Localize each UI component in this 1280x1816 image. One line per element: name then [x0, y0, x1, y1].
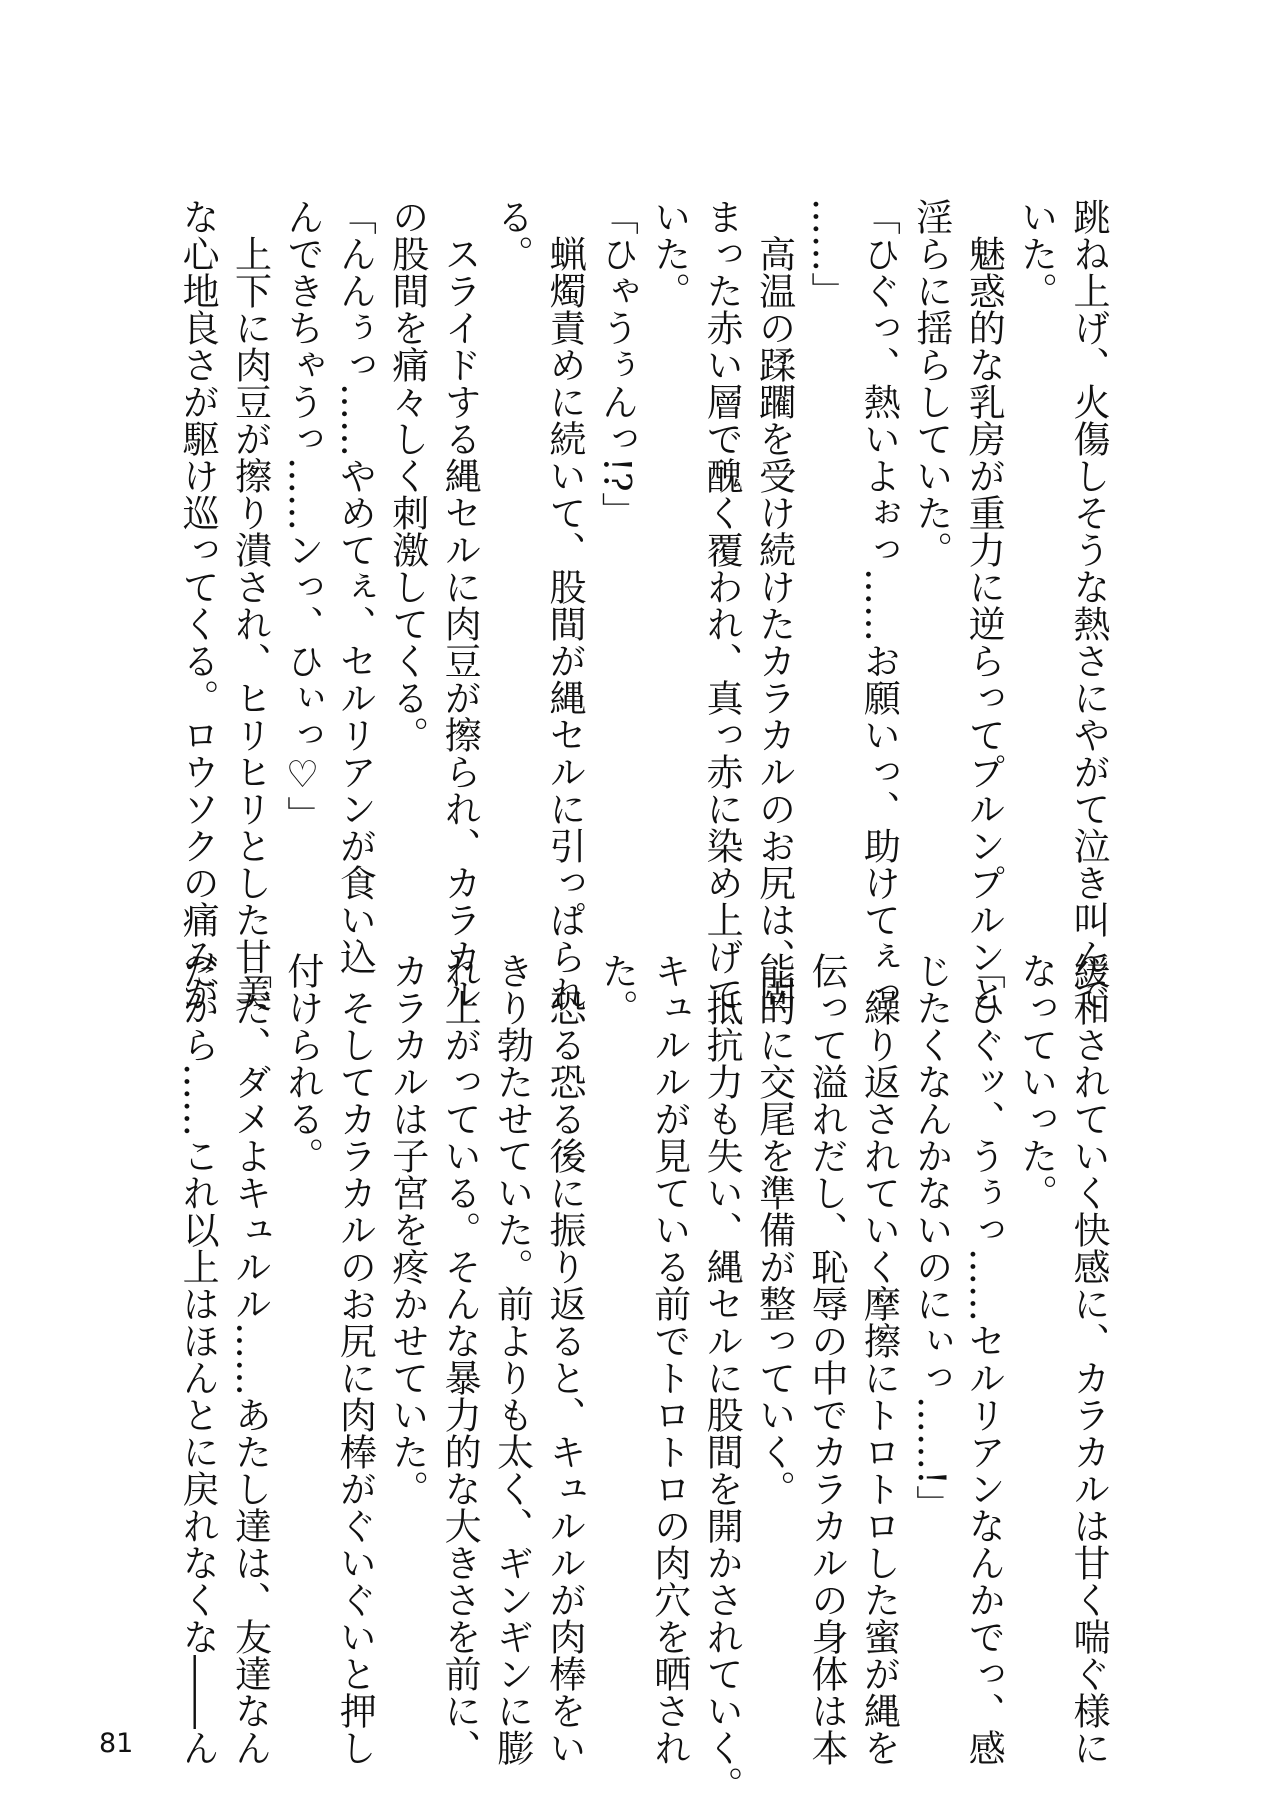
text-line: ……」 [804, 198, 848, 309]
text-line: の股間を痛々しく刺激してくる。 [385, 198, 429, 753]
text-line: 抵抗力も失い、縄セルに股間を開かされていく。 [700, 952, 744, 1803]
text-block-top-tier [171, 198, 1114, 1012]
text-line: カラカルは子宮を疼かせていた。 [385, 952, 429, 1507]
text-line: 付けられる。 [280, 952, 324, 1174]
text-line: 上下に肉豆が擦り潰され、ヒリヒリとした甘美 [228, 198, 272, 1012]
text-line: キュルルが見ている前でトロトロの肉穴を晒され [647, 952, 691, 1766]
text-line: 「ひぐッ、うぅっ……セルリアンなんかでっ、感 [962, 952, 1006, 1766]
text-line: 恐る恐る後に振り返ると、キュルルが肉棒をい [542, 952, 586, 1766]
text-line: な心地良さが駆け巡ってくる。ロウソクの痛みが [176, 198, 220, 1012]
text-line: 「ひぐっ、熱いよぉっ……お願いっ、助けてぇっ [857, 198, 901, 1012]
text-line: 緩和されていく快感に、カラカルは甘く喘ぐ様に [1067, 952, 1110, 1766]
text-line: なっていった。 [1014, 952, 1058, 1211]
text-line: 淫らに揺らしていた。 [909, 198, 953, 568]
text-block-bottom-tier [171, 952, 1114, 1803]
text-line: れ上がっている。そんな暴力的な大きさを前に、 [438, 952, 482, 1766]
text-line: 魅惑的な乳房が重力に逆らってプルンプルンと [962, 198, 1006, 1012]
text-line: 能的に交尾を準備が整っていく。 [752, 952, 796, 1507]
text-line: る。 [490, 198, 534, 272]
text-line: んできちゃうっ……ンっ、ひぃっ♡」 [280, 198, 324, 833]
text-line: まった赤い層で醜く覆われ、真っ赤に染め上げて [700, 198, 744, 1012]
text-line: 「だ、ダメよキュルル……あたし達は、友達なん [228, 952, 272, 1766]
page-number: 81 [99, 1728, 134, 1759]
text-line: だから……これ以上はほんとに戻れなくな――ん [176, 952, 220, 1766]
text-line: 高温の蹂躙を受け続けたカラカルのお尻は、固 [752, 198, 796, 1012]
text-line: きり勃たせていた。前よりも太く、ギンギンに膨 [490, 952, 534, 1766]
text-line: 伝って溢れだし、恥辱の中でカラカルの身体は本 [804, 952, 848, 1766]
text-line: 「ひゃうぅんっ!?」 [595, 198, 639, 529]
text-line: 「んんぅっ……やめてぇ、セルリアンが食い込 [333, 198, 377, 975]
text-line: た。 [595, 952, 639, 1026]
text-line: 蝋燭責めに続いて、股間が縄セルに引っぱられ [542, 198, 586, 1012]
text-line: いた。 [1014, 198, 1058, 309]
text-line: そしてカラカルのお尻に肉棒がぐいぐいと押し [333, 952, 377, 1766]
text-line: スライドする縄セルに肉豆が擦られ、カラカル [438, 198, 482, 1012]
text-line: じたくなんかないのにぃっ……!」 [909, 952, 953, 1522]
text-line: 繰り返されていく摩擦にトロトロした蜜が縄を [857, 952, 901, 1766]
text-line: 跳ね上げ、火傷しそうな熱さにやがて泣き叫んで [1067, 198, 1110, 1012]
text-line: いた。 [647, 198, 691, 309]
